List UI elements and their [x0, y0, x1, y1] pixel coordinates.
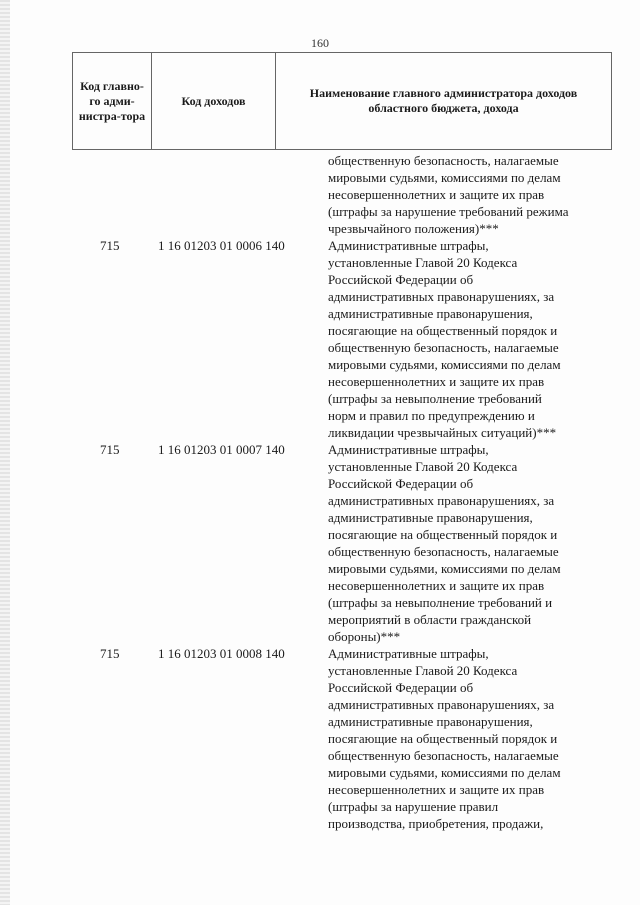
- header-income-code: Код доходов: [152, 53, 276, 150]
- description-line: общественную безопасность, налагаемые: [328, 544, 559, 559]
- description-line: административные правонарушения,: [328, 306, 533, 321]
- description-line: Административные штрафы,: [328, 646, 489, 661]
- description-line: (штрафы за нарушение правил: [328, 799, 499, 814]
- description-line: норм и правил по предупреждению и: [328, 408, 535, 423]
- description-line: мировыми судьями, комиссиями по делам: [328, 765, 561, 780]
- description-line: общественную безопасность, налагаемые: [328, 340, 559, 355]
- description-line: производства, приобретения, продажи,: [328, 816, 544, 831]
- description-line: обороны)***: [328, 629, 401, 644]
- description-line: общественную безопасность, налагаемые: [328, 748, 559, 763]
- description-line: (штрафы за невыполнение требований: [328, 391, 542, 406]
- income-code: 1 16 01203 01 0008 140: [158, 646, 285, 661]
- description-line: посягающие на общественный порядок и: [328, 731, 558, 746]
- description-line: посягающие на общественный порядок и: [328, 323, 558, 338]
- description-line: административные правонарушения,: [328, 510, 533, 525]
- description-line: мировыми судьями, комиссиями по делам: [328, 170, 561, 185]
- description-line: установленные Главой 20 Кодекса: [328, 255, 518, 270]
- description-line: Административные штрафы,: [328, 442, 489, 457]
- description-line: административных правонарушениях, за: [328, 697, 555, 712]
- description-line: административные правонарушения,: [328, 714, 533, 729]
- description-line: Российской Федерации об: [328, 476, 474, 491]
- header-admin-code: Код главно-го адми-нистра-тора: [73, 53, 152, 150]
- table-row: [0, 645, 640, 832]
- description-line: установленные Главой 20 Кодекса: [328, 459, 518, 474]
- admin-code: 715: [100, 442, 120, 457]
- table-row: [0, 237, 640, 441]
- admin-code: 715: [100, 646, 120, 661]
- admin-code: 715: [100, 238, 120, 253]
- description-line: Российской Федерации об: [328, 272, 474, 287]
- description-line: административных правонарушениях, за: [328, 289, 555, 304]
- description-line: несовершеннолетних и защите их прав: [328, 578, 545, 593]
- description-line: установленные Главой 20 Кодекса: [328, 663, 518, 678]
- description-line: посягающие на общественный порядок и: [328, 527, 558, 542]
- header-name: Наименование главного администратора доходов областного бюджета, дохода: [276, 53, 612, 150]
- description-line: чрезвычайного положения)***: [328, 221, 499, 236]
- description-line: мероприятий в области гражданской: [328, 612, 532, 627]
- table-body: [0, 152, 640, 832]
- description-line: несовершеннолетних и защите их прав: [328, 187, 545, 202]
- description: [328, 441, 618, 645]
- description: [328, 237, 618, 441]
- description-line: Российской Федерации об: [328, 680, 474, 695]
- description-line: (штрафы за невыполнение требований и: [328, 595, 553, 610]
- income-code: 1 16 01203 01 0006 140: [158, 238, 285, 253]
- description-line: административных правонарушениях, за: [328, 493, 555, 508]
- description-line: Административные штрафы,: [328, 238, 489, 253]
- description-line: несовершеннолетних и защите их прав: [328, 782, 545, 797]
- description-line: общественную безопасность, налагаемые: [328, 153, 559, 168]
- description-line: мировыми судьями, комиссиями по делам: [328, 561, 561, 576]
- table-header: [72, 52, 612, 150]
- description-line: (штрафы за нарушение требований режима: [328, 204, 569, 219]
- description-line: ликвидации чрезвычайных ситуаций)***: [328, 425, 557, 440]
- description-line: несовершеннолетних и защите их прав: [328, 374, 545, 389]
- continuation-row: [0, 152, 640, 237]
- description-line: мировыми судьями, комиссиями по делам: [328, 357, 561, 372]
- table-row: [0, 441, 640, 645]
- page-number: 160: [311, 36, 329, 50]
- description: [328, 152, 618, 237]
- income-code: 1 16 01203 01 0007 140: [158, 442, 285, 457]
- description: [328, 645, 618, 832]
